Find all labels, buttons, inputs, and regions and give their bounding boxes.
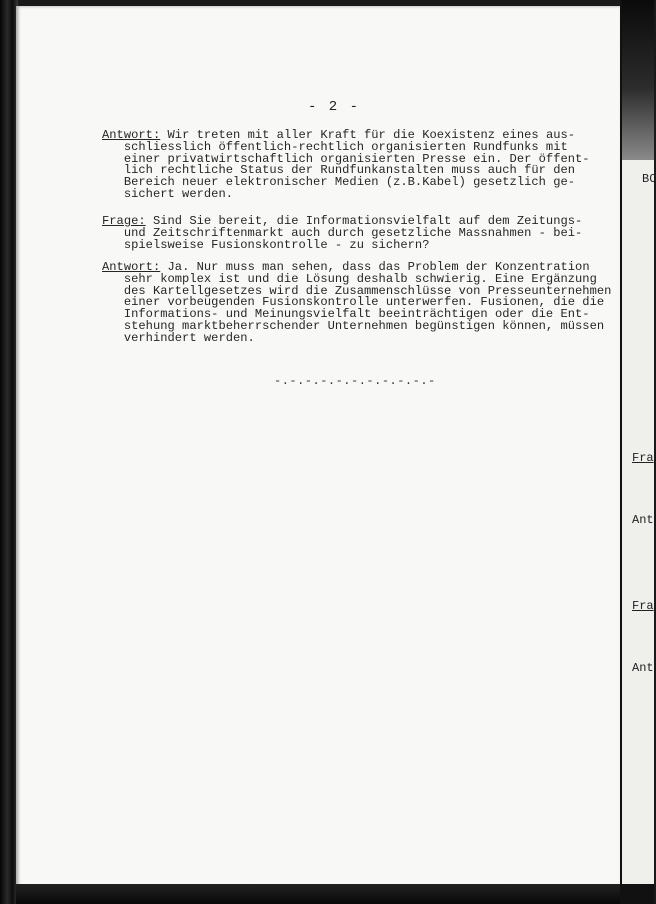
paragraph-first-line: Wir treten mit aller Kraft für die Koexistenz eines aus- (160, 128, 576, 142)
next-page-fragment: Ant (632, 513, 654, 527)
next-page-fragment: BC (642, 172, 656, 186)
paragraph-body: sehr komplex ist und die Lösung deshalb schwierig. Eine Ergänzung des Kartellgesetzes wird die Zusammenschlüsse von Presseunternehmen einer vorbeugenden Fusionskontrolle unterwerfen. Fusionen, die die Informations- und Meinungsvielfalt beeinträchtigen oder die Ent- stehung marktbeherrschender Unternehmen begünstigen können, müssen verhindert werden. (123, 271, 612, 345)
next-page-fragment: Fra (632, 599, 654, 613)
end-separator: -.-.-.-.-.-.-.-.-.-.- (274, 374, 436, 388)
paragraph-first-line: Sind Sie bereit, die Informationsvielfalt auf dem Zeitungs- (145, 214, 583, 228)
paragraph-first-line: Ja. Nur muss man sehen, dass das Problem der Konzentration (160, 260, 590, 274)
paragraph-body: schliesslich öffentlich-rechtlich organisierten Rundfunks mit einer privatwirtschaftlich organisierten Presse ein. Der öffent- lich rechtliche Status der Rundfunkanstalten muss auch für den Bereich neuer elektronischer Medien (z.B.Kabel) gesetzlich ge- sichert werden. (123, 139, 590, 201)
page-number: - 2 - (308, 99, 361, 115)
question-paragraph (102, 216, 618, 251)
scan-bottom-edge (16, 884, 620, 904)
next-page-fragment: Fra (632, 451, 654, 465)
next-page-dark-area (622, 0, 654, 160)
paragraph-body: und Zeitschriftenmarkt auch durch gesetzliche Massnahmen - bei- spielsweise Fusionskontrolle - zu sichern? (123, 225, 583, 252)
next-page-edge (620, 0, 654, 904)
answer-paragraph-2 (102, 262, 618, 345)
next-page-bottom-edge (622, 884, 654, 904)
answer-label: Antwort: (102, 260, 161, 274)
document-page (16, 6, 620, 890)
answer-paragraph-1 (102, 130, 618, 201)
question-label: Frage: (102, 214, 146, 228)
next-page-fragment: Ant (632, 661, 654, 675)
answer-label: Antwort: (102, 128, 161, 142)
